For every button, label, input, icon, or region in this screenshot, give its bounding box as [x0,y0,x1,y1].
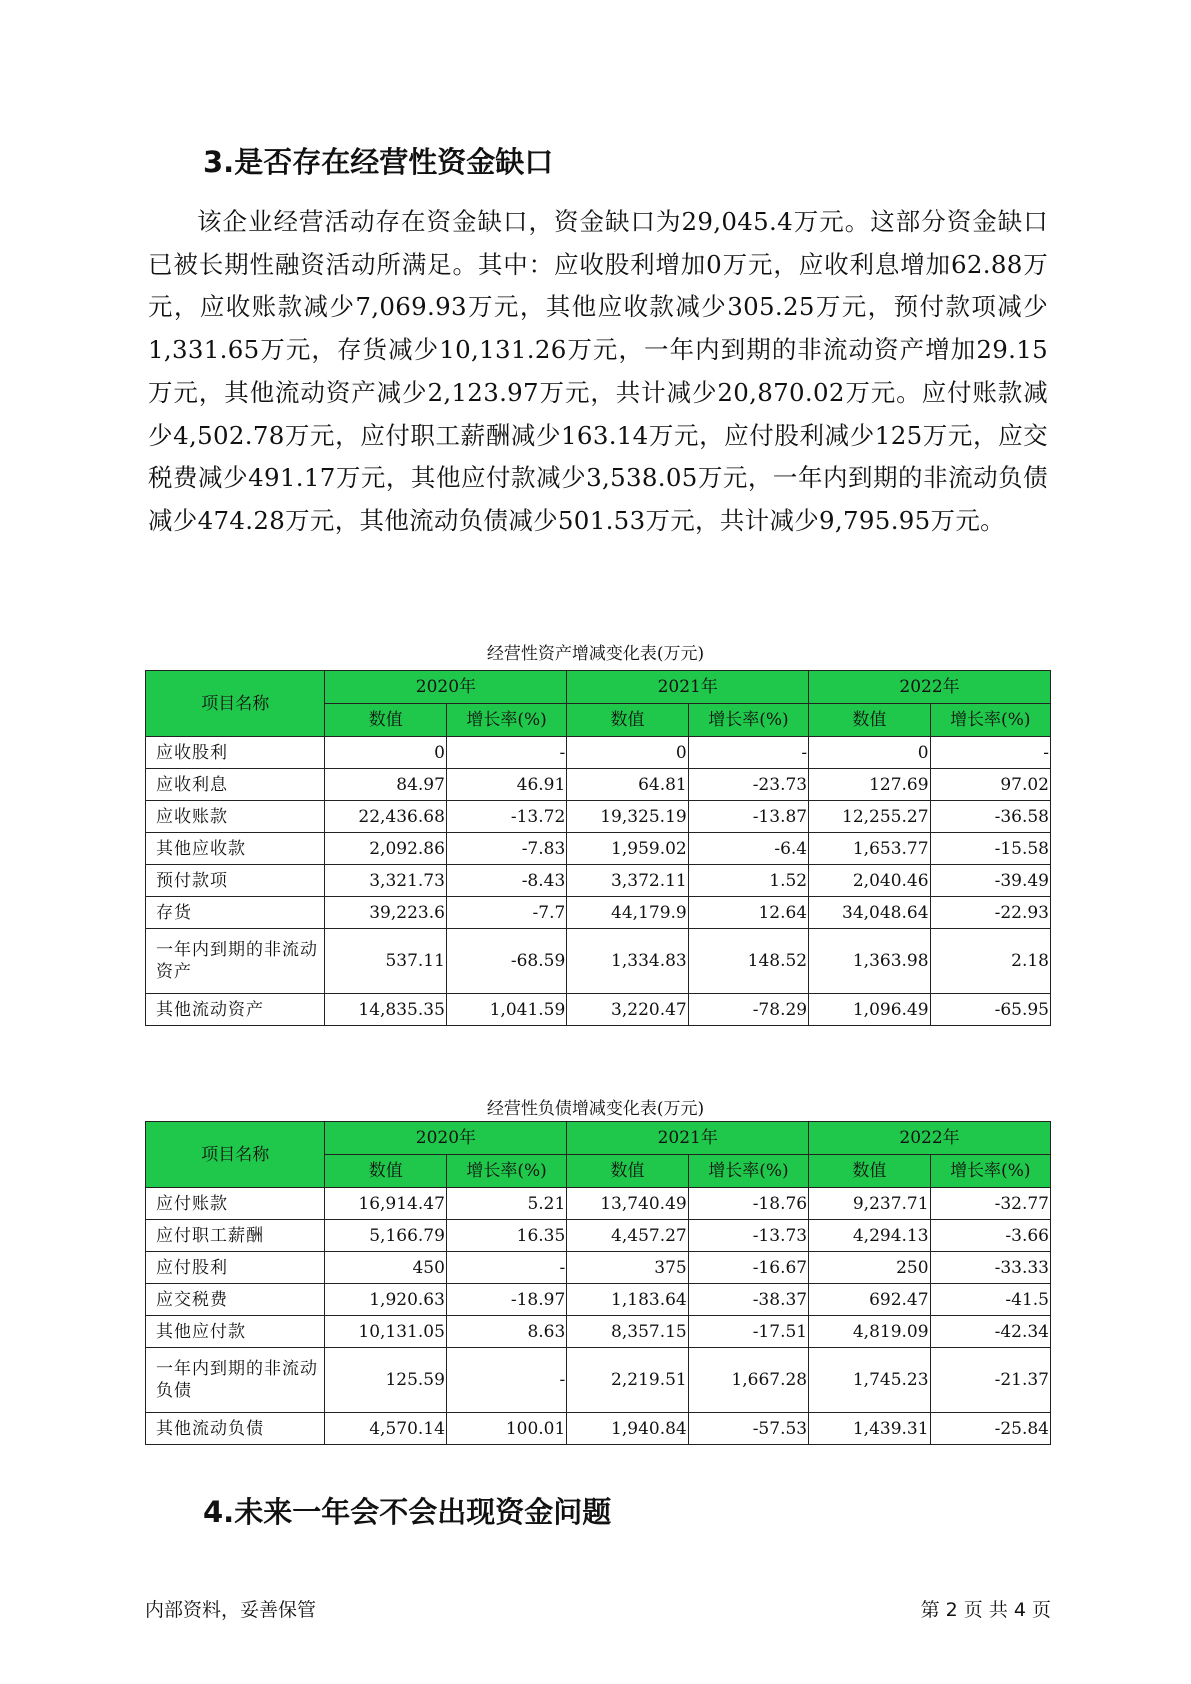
rate-2022: -39.49 [930,865,1050,897]
rate-2022: 2.18 [930,929,1050,994]
growth-rate-header: 增长率(%) [688,704,808,737]
rate-2021: -6.4 [688,833,808,865]
growth-rate-header: 增长率(%) [930,1155,1050,1188]
rate-2022: -41.5 [930,1284,1050,1316]
row-name: 一年内到期的非流动负债 [146,1348,325,1413]
rate-2021: - [688,737,808,769]
row-name: 预付款项 [146,865,325,897]
rate-2022: -21.37 [930,1348,1050,1413]
value-2020: 10,131.05 [325,1316,446,1348]
table-row [146,897,1051,929]
rate-2022: -65.95 [930,994,1050,1026]
rate-2020: 5.21 [446,1188,566,1220]
table-row [146,865,1051,897]
value-2020: 3,321.73 [325,865,446,897]
row-name: 一年内到期的非流动资产 [146,929,325,994]
value-2022: 34,048.64 [809,897,930,929]
operating-liabilities-table [145,1121,1051,1445]
rate-2021: 12.64 [688,897,808,929]
row-name: 其他流动负债 [146,1413,325,1445]
rate-2021: 1,667.28 [688,1348,808,1413]
value-2022: 1,439.31 [809,1413,930,1445]
value-2020: 1,920.63 [325,1284,446,1316]
value-2021: 2,219.51 [567,1348,688,1413]
row-name: 应交税费 [146,1284,325,1316]
row-name: 应收股利 [146,737,325,769]
value-2020: 14,835.35 [325,994,446,1026]
operating-assets-table [145,670,1051,1026]
footer-confidential-note: 内部资料，妥善保管 [145,1599,317,1621]
value-header: 数值 [567,704,688,737]
rate-2022: -42.34 [930,1316,1050,1348]
row-name: 应付职工薪酬 [146,1220,325,1252]
rate-2020: -68.59 [446,929,566,994]
item-name-header: 项目名称 [146,671,325,737]
value-2021: 1,959.02 [567,833,688,865]
funding-gap-paragraph: 该企业经营活动存在资金缺口，资金缺口为29,045.4万元。这部分资金缺口已被长期性融资活动所满足。其中：应收股利增加0万元，应收利息增加62.88万元，应收账款减少7,069.93万元，其他应收款减少305.25万元，预付款项减少1,331.65万元，存货减少10,131.26万元，一年内到期的非流动资产增加29.15万元，其他流动资产减少2,123.97万元，共计减少20,870.02万元。应付账款减少4,502.78万元，应付职工薪酬减少163.14万元，应付股利减少125万元，应交税费减少491.17万元，其他应付款减少3,538.05万元，一年内到期的非流动负债减少474.28万元，其他流动负债减少501.53万元，共计减少9,795.95万元。 [148,207,1048,535]
rate-2021: -23.73 [688,769,808,801]
year-header-2022: 2022年 [809,671,1051,704]
table-row [146,801,1051,833]
rate-2020: - [446,1348,566,1413]
table-row [146,994,1051,1026]
table-row [146,737,1051,769]
value-2020: 39,223.6 [325,897,446,929]
value-2022: 4,819.09 [809,1316,930,1348]
table-row [146,1284,1051,1316]
value-2021: 19,325.19 [567,801,688,833]
value-2022: 250 [809,1252,930,1284]
value-header: 数值 [809,1155,930,1188]
asset-table-caption: 经营性资产增减变化表(万元) [486,644,705,664]
rate-2021: -18.76 [688,1188,808,1220]
rate-2021: -57.53 [688,1413,808,1445]
value-2020: 2,092.86 [325,833,446,865]
value-2020: 537.11 [325,929,446,994]
rate-2022: -33.33 [930,1252,1050,1284]
rate-2022: -32.77 [930,1188,1050,1220]
rate-2020: -7.83 [446,833,566,865]
value-2021: 44,179.9 [567,897,688,929]
row-name: 其他流动资产 [146,994,325,1026]
value-header: 数值 [567,1155,688,1188]
table-row [146,1348,1051,1413]
rate-2020: 46.91 [446,769,566,801]
value-header: 数值 [809,704,930,737]
table-row [146,1413,1051,1445]
item-name-header: 项目名称 [146,1122,325,1188]
row-name: 应付账款 [146,1188,325,1220]
table-row [146,1316,1051,1348]
rate-2022: - [930,737,1050,769]
value-2020: 4,570.14 [325,1413,446,1445]
section-4-heading: 4.未来一年会不会出现资金问题 [203,1495,612,1529]
rate-2020: 8.63 [446,1316,566,1348]
table-row [146,1220,1051,1252]
year-header-2020: 2020年 [325,671,567,704]
rate-2020: 16.35 [446,1220,566,1252]
value-2021: 13,740.49 [567,1188,688,1220]
rate-2020: -13.72 [446,801,566,833]
value-2021: 0 [567,737,688,769]
row-name: 应收利息 [146,769,325,801]
table-row [146,1188,1051,1220]
rate-2021: 1.52 [688,865,808,897]
value-header: 数值 [325,704,446,737]
rate-2021: -13.73 [688,1220,808,1252]
row-name: 其他应付款 [146,1316,325,1348]
year-header-2020: 2020年 [325,1122,567,1155]
year-header-2021: 2021年 [567,1122,809,1155]
value-2021: 3,220.47 [567,994,688,1026]
value-2022: 0 [809,737,930,769]
value-2022: 12,255.27 [809,801,930,833]
year-header-2021: 2021年 [567,671,809,704]
rate-2021: -38.37 [688,1284,808,1316]
rate-2020: 100.01 [446,1413,566,1445]
rate-2020: - [446,737,566,769]
value-2020: 450 [325,1252,446,1284]
rate-2020: -18.97 [446,1284,566,1316]
value-2020: 84.97 [325,769,446,801]
value-2021: 1,940.84 [567,1413,688,1445]
table-row [146,833,1051,865]
value-2021: 375 [567,1252,688,1284]
growth-rate-header: 增长率(%) [930,704,1050,737]
value-2021: 1,183.64 [567,1284,688,1316]
table-row [146,1252,1051,1284]
value-2020: 5,166.79 [325,1220,446,1252]
value-2021: 3,372.11 [567,865,688,897]
row-name: 存货 [146,897,325,929]
rate-2020: - [446,1252,566,1284]
table-row [146,769,1051,801]
growth-rate-header: 增长率(%) [446,1155,566,1188]
row-name: 应收账款 [146,801,325,833]
table-row [146,929,1051,994]
value-2020: 125.59 [325,1348,446,1413]
value-2020: 22,436.68 [325,801,446,833]
value-2022: 1,653.77 [809,833,930,865]
growth-rate-header: 增长率(%) [446,704,566,737]
value-2022: 2,040.46 [809,865,930,897]
rate-2020: -8.43 [446,865,566,897]
rate-2021: -13.87 [688,801,808,833]
rate-2022: -3.66 [930,1220,1050,1252]
value-2022: 1,096.49 [809,994,930,1026]
year-header-2022: 2022年 [809,1122,1051,1155]
value-2022: 9,237.71 [809,1188,930,1220]
value-2021: 8,357.15 [567,1316,688,1348]
value-2022: 1,745.23 [809,1348,930,1413]
rate-2022: -15.58 [930,833,1050,865]
value-2022: 1,363.98 [809,929,930,994]
value-2022: 692.47 [809,1284,930,1316]
footer-page-number: 第 2 页 共 4 页 [920,1599,1051,1621]
value-2020: 16,914.47 [325,1188,446,1220]
rate-2020: 1,041.59 [446,994,566,1026]
row-name: 其他应收款 [146,833,325,865]
growth-rate-header: 增长率(%) [688,1155,808,1188]
rate-2022: -22.93 [930,897,1050,929]
value-2022: 4,294.13 [809,1220,930,1252]
rate-2021: -16.67 [688,1252,808,1284]
rate-2021: 148.52 [688,929,808,994]
value-header: 数值 [325,1155,446,1188]
rate-2022: 97.02 [930,769,1050,801]
row-name: 应付股利 [146,1252,325,1284]
rate-2022: -25.84 [930,1413,1050,1445]
value-2021: 4,457.27 [567,1220,688,1252]
value-2020: 0 [325,737,446,769]
rate-2022: -36.58 [930,801,1050,833]
value-2022: 127.69 [809,769,930,801]
section-3-heading: 3.是否存在经营性资金缺口 [203,145,554,179]
value-2021: 64.81 [567,769,688,801]
rate-2021: -17.51 [688,1316,808,1348]
rate-2020: -7.7 [446,897,566,929]
liability-table-caption: 经营性负债增减变化表(万元) [486,1099,705,1119]
value-2021: 1,334.83 [567,929,688,994]
rate-2021: -78.29 [688,994,808,1026]
